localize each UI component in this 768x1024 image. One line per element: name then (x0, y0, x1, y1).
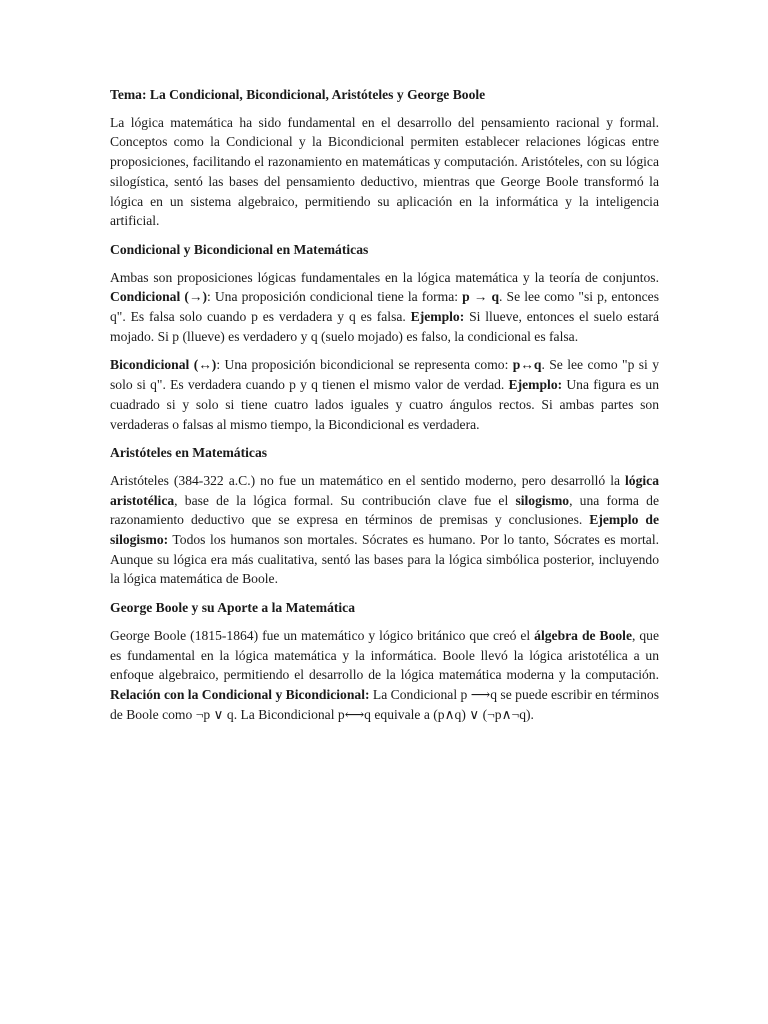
bold-term: lógica aristotélica (110, 472, 659, 508)
bold-term: Ejemplo: (508, 377, 563, 393)
text-run: . Se lee como "si p, entonces q". Es falsa solo cuando p es verdadera y q es falsa. (110, 289, 659, 325)
paragraph-boole (110, 626, 659, 725)
text-run: , que es fundamental en la lógica matemática y la informática. Boole llevó la lógica aristotélica a un enfoque algebraico, permitiendo el desarrollo de la lógica matemática moderna y la computación. (110, 627, 659, 683)
text-run: . Se lee como "p si y solo si q". Es verdadera cuando p y q tienen el mismo valor de verdad. (110, 357, 659, 393)
intro-paragraph: La lógica matemática ha sido fundamental en el desarrollo del pensamiento racional y formal. Conceptos como la Condicional y la Bicondicional permiten establecer relaciones lógicas entre proposiciones, facilitando el razonamiento en matemáticas y computación. Aristóteles, con su lógica silogística, sentó las bases del pensamiento deductivo, mientras que George Boole transformó la lógica en un sistema algebraico, permitiendo su aplicación en la informática y la inteligencia artificial. (110, 114, 659, 229)
document-title: Tema: La Condicional, Bicondicional, Aristóteles y George Boole (110, 87, 486, 102)
bold-term: Bicondicional (↔) (110, 357, 217, 373)
paragraph-condicional (110, 268, 659, 347)
document-page (110, 85, 659, 733)
bold-term: Relación con la Condicional y Bicondicional: (110, 686, 370, 702)
text-run: George Boole (1815-1864) fue un matemático y lógico británico que creó el (110, 627, 535, 643)
bold-term: silogismo (515, 492, 570, 508)
text-run: Todos los humanos son mortales. Sócrates es humano. Por lo tanto, Sócrates es mortal. Aunque su lógica era más cualitativa, sentó las bases para la lógica simbólica posterior, incluyendo la lógica matemática de Boole. (110, 532, 659, 587)
text-run: Si llueve, entonces el suelo estará mojado. Si p (llueve) es verdadero y q (suelo mojado) es falso, la condicional es falsa. (110, 309, 659, 344)
bold-term: p → q (462, 289, 500, 305)
text-run: Aristóteles (384-322 a.C.) no fue un matemático en el sentido moderno, pero desarrolló la (110, 472, 626, 488)
text-run: : Una proposición condicional tiene la forma: (207, 289, 463, 305)
text-run: , base de la lógica formal. Su contribución clave fue el (174, 492, 516, 508)
paragraph-aristoteles (110, 471, 659, 589)
text-run: La Condicional p ⟶q se puede escribir en términos de Boole como ¬p ∨ q. La Bicondicional p⟷q equivale a (p∧q) ∨ (¬p∧¬q). (110, 686, 659, 722)
bold-term: Condicional (→) (110, 289, 207, 305)
text-run: : Una proposición bicondicional se representa como: (216, 357, 513, 373)
paragraph-bicondicional (110, 355, 659, 434)
text-run: Una figura es un cuadrado si y solo si tiene cuatro lados iguales y cuatro ángulos rectos. Si ambas partes son verdaderas o falsas al mismo tiempo, la Bicondicional es verdadera. (110, 377, 659, 432)
bold-term: Ejemplo de silogismo: (110, 512, 660, 548)
bold-term: Ejemplo: (410, 309, 465, 325)
section-heading-condicional: Condicional y Bicondicional en Matemáticas (110, 241, 369, 257)
text-run: , una forma de razonamiento deductivo que se expresa en términos de premisas y conclusiones. (110, 492, 660, 528)
section-heading-boole: George Boole y su Aporte a la Matemática (110, 600, 356, 616)
bold-term: álgebra de Boole (534, 627, 632, 643)
text-run: Ambas son proposiciones lógicas fundamentales en la lógica matemática y la teoría de conjuntos. (110, 269, 659, 285)
section-heading-aristoteles: Aristóteles en Matemáticas (110, 445, 268, 461)
bold-term: p↔q (512, 357, 542, 373)
